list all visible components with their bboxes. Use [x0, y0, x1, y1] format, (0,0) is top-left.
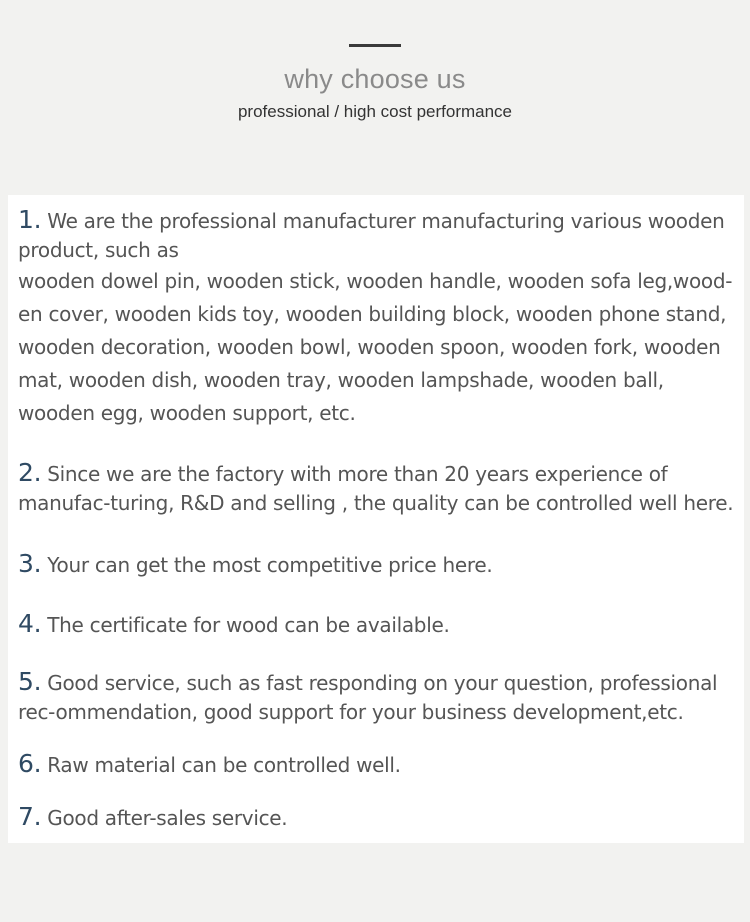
reasons-panel: [8, 195, 744, 843]
reason-1-line-1: wooden dowel pin, wooden stick, wooden handle, wooden sofa leg,wood-: [18, 269, 733, 293]
reason-number: 2.: [18, 458, 42, 487]
reason-item-2: [18, 458, 736, 518]
reason-3-lead: [18, 549, 736, 580]
reason-text: Raw material can be controlled well.: [47, 753, 401, 777]
reason-text: We are the professional manufacturer manufacturing various wooden product, such as: [18, 209, 725, 262]
reason-2-lead: [18, 458, 736, 518]
reason-1-line-3: wooden decoration, wooden bowl, wooden spoon, wooden fork, wooden: [18, 335, 721, 359]
section-title: why choose us: [284, 64, 466, 94]
reason-text: Your can get the most competitive price here.: [47, 553, 493, 577]
reason-1-lead: [18, 205, 736, 265]
reason-item-4: [18, 609, 736, 640]
reason-number: 5.: [18, 667, 42, 696]
reason-6-lead: [18, 749, 736, 780]
reason-number: 3.: [18, 549, 42, 578]
reason-item-1: [18, 205, 736, 430]
reason-item-6: [18, 749, 736, 780]
reason-1-line-2: en cover, wooden kids toy, wooden building block, wooden phone stand,: [18, 302, 727, 326]
reason-item-3: [18, 549, 736, 580]
reason-1-line-5: wooden egg, wooden support, etc.: [18, 401, 356, 425]
reason-number: 6.: [18, 749, 42, 778]
reason-1-line-4: mat, wooden dish, wooden tray, wooden lampshade, wooden ball,: [18, 368, 664, 392]
reason-5-lead: [18, 667, 736, 727]
reason-item-7: [18, 802, 736, 833]
reason-number: 4.: [18, 609, 42, 638]
header-divider: [349, 44, 401, 47]
reason-text: Good after-sales service.: [47, 806, 288, 830]
reason-item-5: [18, 667, 736, 727]
section-header: [0, 0, 750, 190]
reason-text: Since we are the factory with more than 20 years experience of manufac-turing, R&D and selling , the quality can be controlled well here.: [18, 462, 734, 515]
reason-4-lead: [18, 609, 736, 640]
reason-number: 1.: [18, 205, 42, 234]
reason-text: Good service, such as fast responding on your question, professional rec-ommendation, good support for your business development,etc.: [18, 671, 718, 724]
reason-text: The certificate for wood can be available.: [47, 613, 450, 637]
reason-7-lead: [18, 802, 736, 833]
section-subtitle: professional / high cost performance: [237, 102, 513, 121]
reason-number: 7.: [18, 802, 42, 831]
